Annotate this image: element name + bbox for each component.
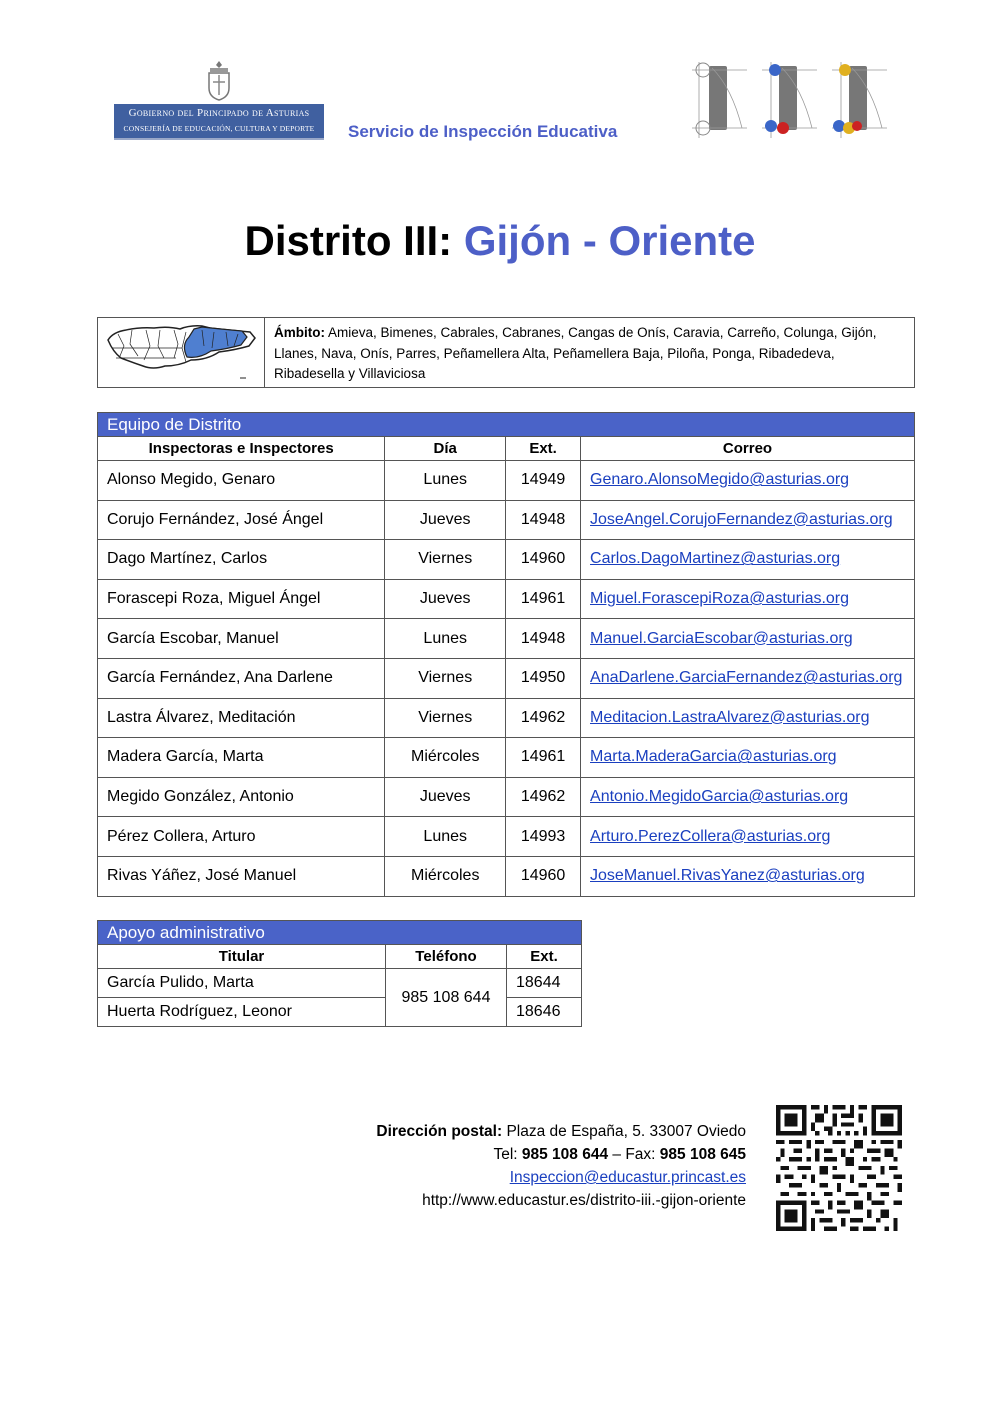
table-row: [98, 998, 582, 1027]
ambito-text: [274, 323, 906, 385]
inspector-day: Lunes: [385, 461, 506, 501]
inspector-day: Miércoles: [385, 738, 506, 778]
table-row: [98, 540, 915, 580]
inspector-ext: 14961: [506, 738, 581, 778]
inspector-name: Madera García, Marta: [98, 738, 385, 778]
phone-line: [300, 1143, 746, 1166]
inspector-email-link[interactable]: JoseAngel.CorujoFernandez@asturias.org: [581, 500, 915, 540]
postal-address: [300, 1120, 746, 1143]
inspector-name: García Escobar, Manuel: [98, 619, 385, 659]
district-iii-logo-icon: [687, 58, 887, 144]
contact-footer: [300, 1120, 746, 1212]
equipo-table: [97, 412, 915, 897]
inspector-email-link[interactable]: JoseManuel.RivasYanez@asturias.org: [581, 856, 915, 896]
fax-label: – Fax:: [612, 1146, 656, 1163]
header-ext: Ext.: [507, 945, 582, 969]
table-row: [98, 461, 915, 501]
header-titular: Titular: [98, 945, 386, 969]
inspector-email-link[interactable]: Marta.MaderaGarcia@asturias.org: [581, 738, 915, 778]
page-header: [112, 58, 912, 148]
title-district: Gijón - Oriente: [463, 217, 756, 264]
header-email: Correo: [581, 437, 915, 461]
inspector-day: Miércoles: [385, 856, 506, 896]
equipo-header-row: [98, 437, 915, 461]
district-map: [98, 318, 265, 387]
postal-value: Plaza de España, 5. 33007 Oviedo: [506, 1123, 746, 1140]
inspector-ext: 14993: [506, 817, 581, 857]
inspector-ext: 14960: [506, 540, 581, 580]
inspector-name: Dago Martínez, Carlos: [98, 540, 385, 580]
inspector-email-link[interactable]: Manuel.GarciaEscobar@asturias.org: [581, 619, 915, 659]
staff-ext: 18644: [507, 969, 582, 998]
inspector-email-link[interactable]: Antonio.MegidoGarcia@asturias.org: [581, 777, 915, 817]
table-row: [98, 698, 915, 738]
inspector-email-link[interactable]: Genaro.AlonsoMegido@asturias.org: [581, 461, 915, 501]
service-title: Servicio de Inspección Educativa: [348, 122, 618, 141]
inspector-email-link[interactable]: AnaDarlene.GarciaFernandez@asturias.org: [581, 658, 915, 698]
government-name: Gobierno del Principado de Asturias: [128, 107, 310, 119]
apoyo-table: [97, 920, 582, 1027]
department-name: CONSEJERÍA DE EDUCACIÓN, CULTURA Y DEPORTE: [123, 124, 315, 133]
asturias-map-icon: [98, 318, 264, 387]
table-row: [98, 619, 915, 659]
inspector-day: Jueves: [385, 500, 506, 540]
header-ext: Ext.: [506, 437, 581, 461]
tel-value: 985 108 644: [521, 1146, 609, 1163]
inspector-day: Viernes: [385, 698, 506, 738]
contact-email-link[interactable]: Inspeccion@educastur.princast.es: [509, 1169, 746, 1186]
header-inspectors: Inspectoras e Inspectores: [98, 437, 385, 461]
fax-value: 985 108 645: [659, 1146, 746, 1163]
title-prefix: Distrito III:: [244, 217, 453, 264]
table-row: [98, 579, 915, 619]
table-row: [98, 500, 915, 540]
crest-icon: [204, 60, 234, 102]
inspector-ext: 14949: [506, 461, 581, 501]
tel-label: Tel:: [493, 1146, 518, 1163]
table-row: [98, 658, 915, 698]
table-row: [98, 817, 915, 857]
inspector-name: Rivas Yáñez, José Manuel: [98, 856, 385, 896]
apoyo-header-row: [98, 945, 582, 969]
inspector-day: Viernes: [385, 540, 506, 580]
inspector-ext: 14948: [506, 500, 581, 540]
government-banner: [114, 104, 324, 140]
inspector-ext: 14948: [506, 619, 581, 659]
page-title: [0, 217, 1000, 265]
inspector-name: Corujo Fernández, José Ángel: [98, 500, 385, 540]
inspector-name: Forascepi Roza, Miguel Ángel: [98, 579, 385, 619]
table-row: [98, 969, 582, 998]
header-phone: Teléfono: [386, 945, 507, 969]
postal-label: Dirección postal:: [376, 1123, 503, 1140]
inspector-email-link[interactable]: Miguel.ForascepiRoza@asturias.org: [581, 579, 915, 619]
inspector-ext: 14960: [506, 856, 581, 896]
inspector-ext: 14950: [506, 658, 581, 698]
inspector-name: Megido González, Antonio: [98, 777, 385, 817]
inspector-day: Viernes: [385, 658, 506, 698]
inspector-name: Lastra Álvarez, Meditación: [98, 698, 385, 738]
inspector-day: Lunes: [385, 619, 506, 659]
inspector-day: Lunes: [385, 817, 506, 857]
inspector-email-link[interactable]: Arturo.PerezCollera@asturias.org: [581, 817, 915, 857]
inspector-ext: 14962: [506, 698, 581, 738]
ambito-label: Ámbito:: [274, 325, 325, 340]
inspector-ext: 14962: [506, 777, 581, 817]
apoyo-band: Apoyo administrativo: [98, 921, 582, 945]
equipo-band: Equipo de Distrito: [98, 413, 915, 437]
inspector-day: Jueves: [385, 777, 506, 817]
inspector-name: Pérez Collera, Arturo: [98, 817, 385, 857]
ambito-box: [97, 317, 915, 388]
inspector-ext: 14961: [506, 579, 581, 619]
staff-ext: 18646: [507, 998, 582, 1027]
inspector-name: García Fernández, Ana Darlene: [98, 658, 385, 698]
inspector-name: Alonso Megido, Genaro: [98, 461, 385, 501]
staff-phone: 985 108 644: [386, 969, 507, 1027]
inspector-day: Jueves: [385, 579, 506, 619]
table-row: [98, 856, 915, 896]
table-row: [98, 738, 915, 778]
government-logo: [112, 58, 326, 148]
website-url[interactable]: http://www.educastur.es/distrito-iii.-gijon-oriente: [422, 1192, 746, 1209]
table-row: [98, 777, 915, 817]
staff-name: García Pulido, Marta: [98, 969, 386, 998]
header-day: Día: [385, 437, 506, 461]
ambito-municipalities: Amieva, Bimenes, Cabrales, Cabranes, Cangas de Onís, Caravia, Carreño, Colunga, Gijón, Llanes, Nava, Onís, Parres, Peñamellera Alta, Peñamellera Baja, Piloña, Ponga, Ribadedeva, Ribadesella y Villaviciosa: [274, 325, 877, 381]
staff-name: Huerta Rodríguez, Leonor: [98, 998, 386, 1027]
qr-code-icon: [776, 1105, 902, 1231]
inspector-email-link[interactable]: Carlos.DagoMartinez@asturias.org: [581, 540, 915, 580]
inspector-email-link[interactable]: Meditacion.LastraAlvarez@asturias.org: [581, 698, 915, 738]
